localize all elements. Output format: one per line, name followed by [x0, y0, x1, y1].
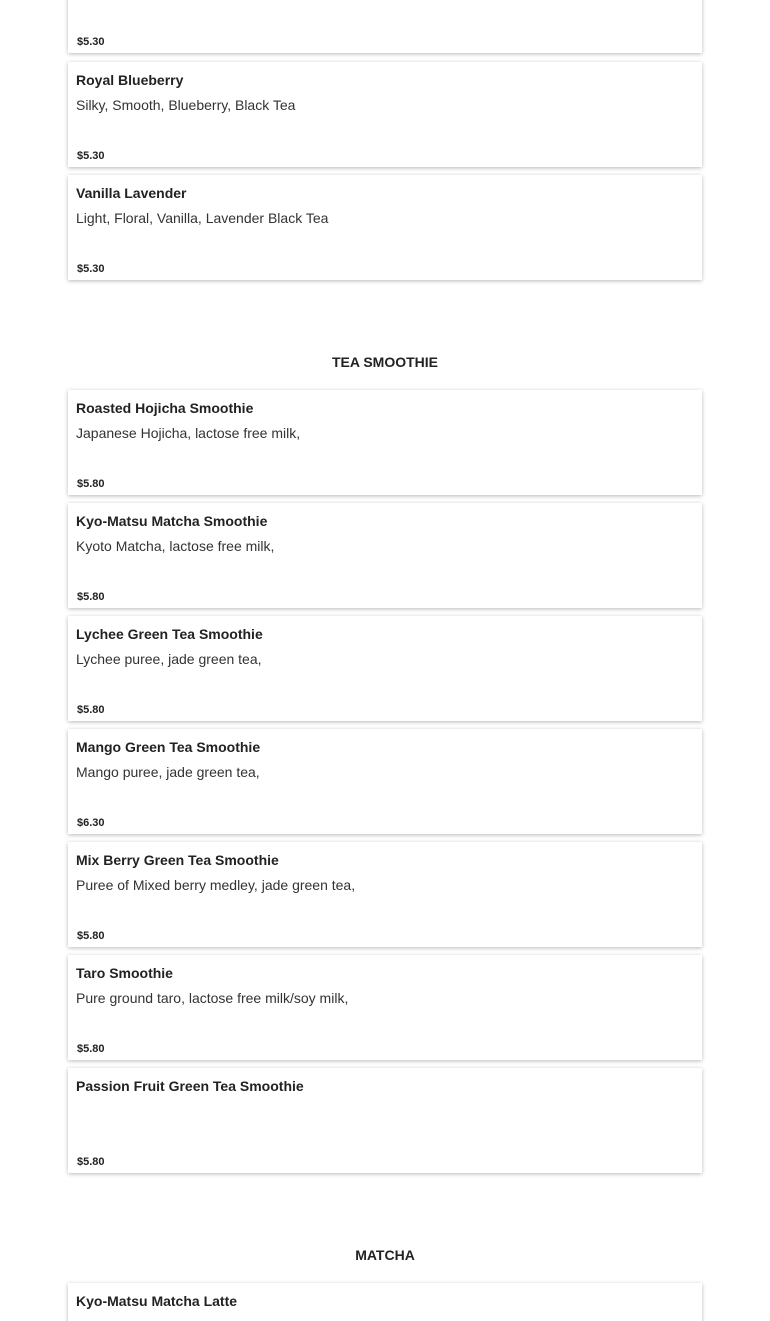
menu-item-card[interactable]	[68, 842, 702, 947]
menu-item-name: Mix Berry Green Tea Smoothie	[76, 852, 279, 868]
menu-item-description: Pure ground taro, lactose free milk/soy milk,	[76, 990, 349, 1006]
menu-item-price: $5.30	[77, 150, 105, 162]
menu-item-description: Puree of Mixed berry medley, jade green tea,	[76, 877, 356, 893]
menu-item-card[interactable]	[68, 503, 702, 608]
menu-item-name: Royal Blueberry	[76, 72, 184, 88]
menu-item-card[interactable]	[68, 390, 702, 495]
menu-item-description: Japanese Hojicha, lactose free milk,	[76, 425, 301, 441]
menu-item-card[interactable]	[68, 1068, 702, 1173]
menu-item-name: Lychee Green Tea Smoothie	[76, 626, 263, 642]
menu-item-description: Light, Floral, Vanilla, Lavender Black Tea	[76, 210, 329, 226]
menu-item-name: Taro Smoothie	[76, 965, 173, 981]
menu-item-price: $5.30	[77, 263, 105, 275]
menu-item-name: Passion Fruit Green Tea Smoothie	[76, 1078, 304, 1094]
menu-item-description: Silky, Smooth, Blueberry, Black Tea	[76, 97, 296, 113]
menu-item-name: Mango Green Tea Smoothie	[76, 739, 261, 755]
menu-item-description: Lychee puree, jade green tea,	[76, 651, 262, 667]
menu-item-card[interactable]	[68, 0, 702, 53]
menu-item-price: $6.30	[77, 817, 105, 829]
menu-item-description: Mango puree, jade green tea,	[76, 764, 260, 780]
menu-item-card[interactable]	[68, 729, 702, 834]
menu-item-card[interactable]	[68, 955, 702, 1060]
menu-item-card[interactable]	[68, 62, 702, 167]
menu-item-price: $5.80	[77, 478, 105, 490]
menu-item-price: $5.80	[77, 704, 105, 716]
menu-item-name: Roasted Hojicha Smoothie	[76, 400, 254, 416]
menu-item-price: $5.80	[77, 1156, 105, 1168]
menu-item-price: $5.80	[77, 930, 105, 942]
menu-item-card[interactable]	[68, 1283, 702, 1321]
menu-item-price: $5.80	[77, 591, 105, 603]
menu-item-price: $5.30	[77, 36, 105, 48]
menu-item-name: Kyo-Matsu Matcha Smoothie	[76, 513, 268, 529]
menu-item-name: Vanilla Lavender	[76, 185, 187, 201]
menu-item-card[interactable]	[68, 616, 702, 721]
menu-item-card[interactable]	[68, 175, 702, 280]
menu-item-name: Kyo-Matsu Matcha Latte	[76, 1293, 238, 1309]
menu-item-price: $5.80	[77, 1043, 105, 1055]
section-title-tea-smoothie: TEA SMOOTHIE	[331, 354, 439, 370]
section-title-matcha: MATCHA	[355, 1247, 415, 1263]
menu-item-description: Kyoto Matcha, lactose free milk,	[76, 538, 275, 554]
